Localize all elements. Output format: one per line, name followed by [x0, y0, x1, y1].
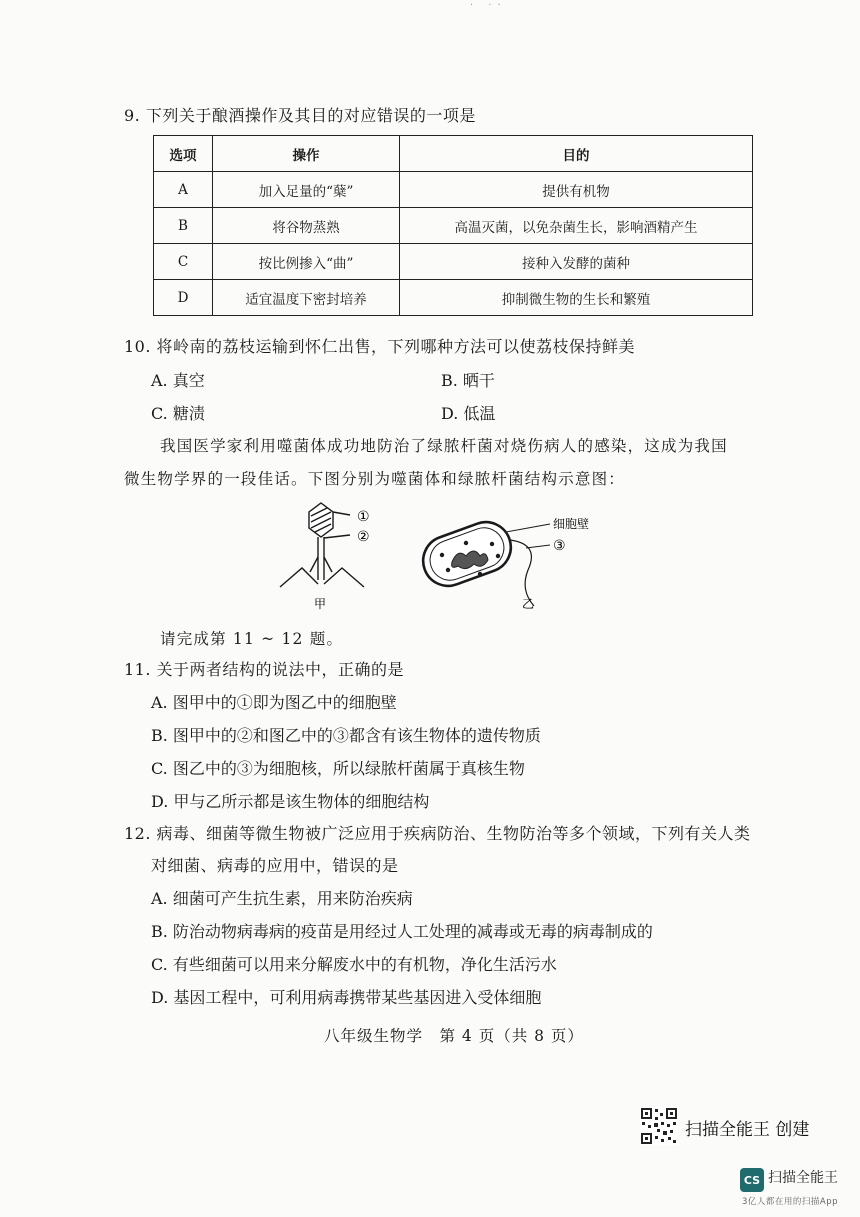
label-jia: 甲 [314, 597, 327, 611]
table-cell: 将谷物蒸熟 [213, 208, 400, 244]
bacterium-diagram [416, 515, 550, 606]
table-cell: 加入足量的“蘖” [213, 172, 400, 208]
q10-option-c: C. 糖渍 [151, 404, 205, 423]
table-cell: 适宜温度下密封培养 [213, 280, 400, 316]
table-cell: C [154, 244, 213, 280]
table-cell: 按比例掺入“曲” [213, 244, 400, 280]
table-cell: 接种入发酵的菌种 [400, 244, 753, 280]
table-row [154, 172, 753, 208]
camscanner-brand: 扫描全能王 [768, 1170, 838, 1186]
table-row [154, 244, 753, 280]
page-footer: 八年级生物学 第 4 页（共 8 页） [324, 1027, 584, 1045]
scanner-watermark-text: 扫描全能王 创建 [685, 1120, 810, 1140]
q10-option-a: A. 真空 [151, 371, 205, 390]
q10-option-d: D. 低温 [441, 404, 496, 423]
marker-1: ① [357, 509, 370, 525]
marker-3: ③ [553, 538, 566, 554]
table-header-cell: 目的 [400, 136, 753, 172]
q12-stem-line-2: 对细菌、病毒的应用中，错误的是 [151, 856, 399, 875]
q12-option-c: C. 有些细菌可以用来分解废水中的有机物，净化生活污水 [151, 955, 557, 974]
table-cell: A [154, 172, 213, 208]
label-yi: 乙 [522, 597, 535, 611]
intro-line-2: 微生物学界的一段佳话。下图分别为噬菌体和绿脓杆菌结构示意图： [124, 470, 626, 488]
table-cell: 抑制微生物的生长和繁殖 [400, 280, 753, 316]
q12-option-d: D. 基因工程中，可利用病毒携带某些基因进入受体细胞 [151, 988, 542, 1007]
table-cell: 提供有机物 [400, 172, 753, 208]
q10-option-b: B. 晒干 [441, 371, 495, 390]
table-row [154, 280, 753, 316]
q12-stem-line-1: 12. 病毒、细菌等微生物被广泛应用于疾病防治、生物防治等多个领域，下列有关人类 [124, 824, 751, 843]
table-cell: 高温灭菌，以免杂菌生长，影响酒精产生 [400, 208, 753, 244]
table-row [154, 208, 753, 244]
q11-option-c: C. 图乙中的③为细胞核，所以绿脓杆菌属于真核生物 [151, 759, 525, 778]
marker-2: ② [357, 529, 370, 545]
q12-option-a: A. 细菌可产生抗生素，用来防治疾病 [151, 889, 413, 908]
table-cell: D [154, 280, 213, 316]
table-header-cell: 操作 [213, 136, 400, 172]
cell-wall-label: 细胞壁 [553, 517, 590, 531]
instruction: 请完成第 11 ~ 12 题。 [160, 630, 344, 648]
qr-code-icon [640, 1107, 678, 1145]
q10-stem: 10. 将岭南的荔枝运输到怀仁出售，下列哪种方法可以使荔枝保持鲜美 [124, 337, 636, 356]
table-header-row [154, 136, 753, 172]
q12-option-b: B. 防治动物病毒病的疫苗是用经过人工处理的减毒或无毒的病毒制成的 [151, 922, 653, 941]
q11-option-d: D. 甲与乙所示都是该生物体的细胞结构 [151, 792, 430, 811]
intro-line-1: 我国医学家利用噬菌体成功地防治了绿脓杆菌对烧伤病人的感染，这成为我国 [160, 437, 728, 455]
table-cell: B [154, 208, 213, 244]
q11-stem: 11. 关于两者结构的说法中，正确的是 [124, 660, 405, 679]
q11-option-b: B. 图甲中的②和图乙中的③都含有该生物体的遗传物质 [151, 726, 541, 745]
camscanner-logo: CS [740, 1168, 764, 1192]
microbe-figure [270, 500, 600, 618]
table-header-cell: 选项 [154, 136, 213, 172]
bacteriophage-diagram [271, 503, 364, 587]
camscanner-tagline: 3亿人都在用的扫描App [742, 1197, 839, 1207]
q9-table [153, 135, 753, 316]
header-marks: · ·· [470, 0, 507, 11]
q9-stem: 9. 下列关于酿酒操作及其目的对应错误的一项是 [124, 106, 476, 125]
q11-option-a: A. 图甲中的①即为图乙中的细胞壁 [151, 693, 397, 712]
